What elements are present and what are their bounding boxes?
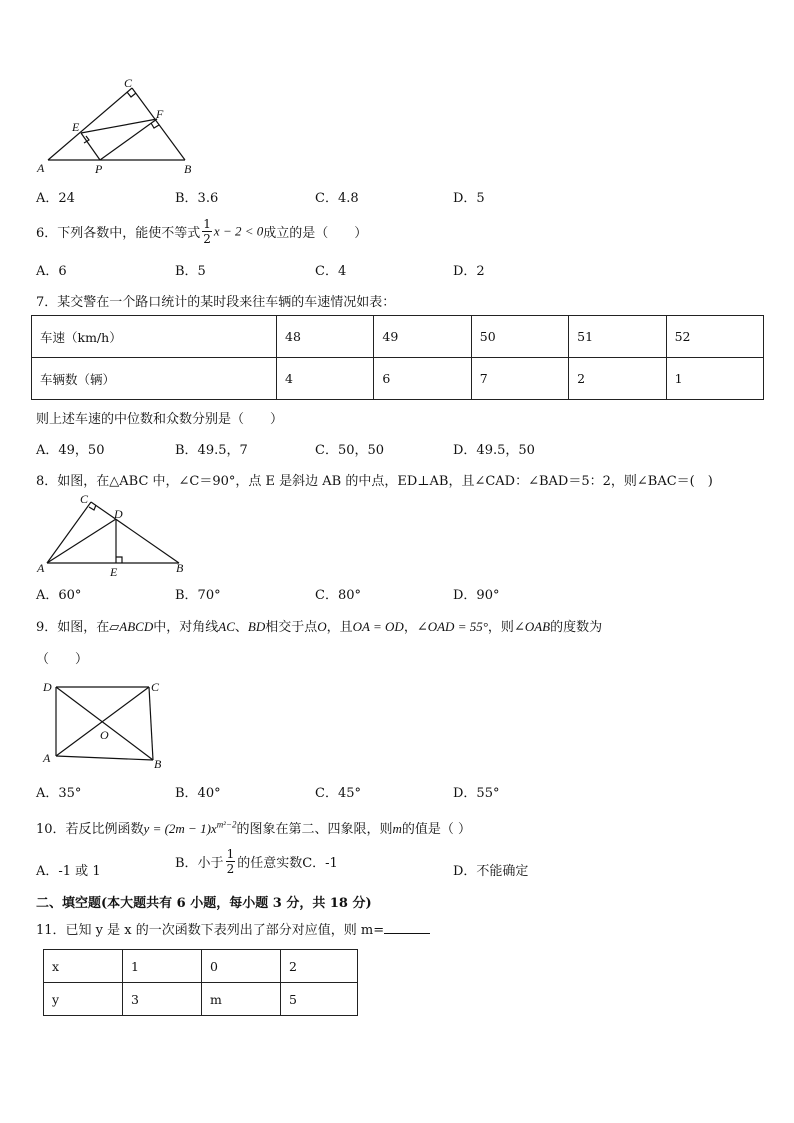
q7-cell: 50 bbox=[471, 316, 568, 358]
q11-table-row bbox=[44, 950, 358, 983]
fig5-label-p: P bbox=[95, 162, 103, 176]
figure-q8-triangle bbox=[34, 488, 194, 580]
fig5-label-a: A bbox=[37, 161, 45, 175]
figure-q5-triangle bbox=[34, 76, 204, 176]
q7-cell: 6 bbox=[374, 358, 471, 400]
q6-option-b[interactable]: B．5 bbox=[175, 264, 206, 279]
q11-value-table bbox=[43, 949, 358, 1016]
q7-table-row bbox=[32, 358, 764, 400]
q5-option-d[interactable]: D．5 bbox=[453, 191, 485, 206]
q11-cell: 1 bbox=[123, 950, 202, 983]
q7-cell: 7 bbox=[471, 358, 568, 400]
q7-cell: 1 bbox=[666, 358, 763, 400]
q7-cell: 49 bbox=[374, 316, 471, 358]
q9-text-a: 9．如图，在 bbox=[36, 620, 110, 635]
q10-stem bbox=[36, 818, 471, 837]
fig9-label-a: A bbox=[43, 751, 51, 765]
q9-angle: ∠OAD = 55° bbox=[416, 619, 488, 634]
q7-cell: 4 bbox=[277, 358, 374, 400]
q6-text-after: 成立的是（ ） bbox=[263, 226, 368, 241]
q10-text-b: 的图象在第二、四象限，则 bbox=[236, 822, 393, 837]
q11-cell: x bbox=[44, 950, 123, 983]
q5-option-c[interactable]: C．4.8 bbox=[315, 191, 359, 206]
q10-function: y = (2m − 1)x bbox=[143, 821, 217, 836]
q5-option-b[interactable]: B．3.6 bbox=[175, 191, 219, 206]
fig9-label-d: D bbox=[43, 680, 52, 694]
q11-text: 11．已知 y 是 x 的一次函数下表列出了部分对应值，则 m= bbox=[36, 923, 385, 938]
q9-oab: ∠OAB bbox=[513, 619, 551, 634]
q9-sep: 、 bbox=[234, 620, 248, 635]
fig9-label-c: C bbox=[151, 680, 160, 694]
q10-opt-b-fraction bbox=[226, 848, 236, 875]
q11-cell: m bbox=[202, 983, 281, 1016]
q7-cell: 车速（km/h） bbox=[32, 316, 277, 358]
q10-option-b-c[interactable] bbox=[175, 848, 338, 875]
q11-cell: 5 bbox=[281, 983, 358, 1016]
q6-stem bbox=[36, 218, 367, 245]
q9-bd: BD bbox=[247, 619, 266, 634]
q7-cell: 51 bbox=[569, 316, 666, 358]
fig5-label-c: C bbox=[124, 76, 133, 90]
q11-cell: 2 bbox=[281, 950, 358, 983]
q7-follow-text: 则上述车速的中位数和众数分别是（ ） bbox=[36, 412, 284, 427]
fig8-label-c: C bbox=[80, 492, 89, 506]
q9-paren: （ ） bbox=[36, 652, 89, 667]
q9-o: O bbox=[317, 619, 327, 634]
q8-option-a[interactable]: A．60° bbox=[36, 588, 82, 603]
q7-cell: 2 bbox=[569, 358, 666, 400]
fig8-label-e: E bbox=[110, 565, 118, 579]
q10-option-a[interactable]: A．-1 或 1 bbox=[36, 864, 101, 879]
q10-option-d[interactable]: D．不能确定 bbox=[453, 864, 529, 879]
q9-text-f: ，则 bbox=[487, 620, 514, 635]
fig9-label-b: B bbox=[154, 757, 162, 771]
q9-text-d: ，且 bbox=[326, 620, 353, 635]
q9-option-c[interactable]: C．45° bbox=[315, 786, 361, 801]
q11-cell: 0 bbox=[202, 950, 281, 983]
q9-ac: AC bbox=[218, 619, 235, 634]
q6-text-before: 6．下列各数中，能使不等式 bbox=[36, 226, 201, 241]
q9-text-g: 的度数为 bbox=[550, 620, 603, 635]
q8-option-c[interactable]: C．80° bbox=[315, 588, 361, 603]
q6-option-c[interactable]: C．4 bbox=[315, 264, 347, 279]
q10-text-c: 的值是（ ） bbox=[401, 822, 472, 837]
q6-math: x − 2 < 0 bbox=[213, 223, 264, 239]
q9-option-a[interactable]: A．35° bbox=[36, 786, 82, 801]
q7-option-a[interactable]: A．49，50 bbox=[36, 443, 105, 458]
fig5-label-e: E bbox=[72, 120, 80, 134]
q7-stem: 7．某交警在一个路口统计的某时段来往车辆的车速情况如表： bbox=[36, 295, 396, 310]
q5-option-a[interactable]: A．24 bbox=[36, 191, 75, 206]
q10-text-a: 10．若反比例函数 bbox=[36, 822, 144, 837]
fig8-label-a: A bbox=[37, 561, 45, 575]
q11-cell: y bbox=[44, 983, 123, 1016]
q7-cell: 车辆数（辆） bbox=[32, 358, 277, 400]
q7-option-d[interactable]: D．49.5，50 bbox=[453, 443, 535, 458]
q10-exponent: m²−2 bbox=[216, 819, 237, 830]
section-2-heading: 二、填空题(本大题共有 6 小题，每小题 3 分，共 18 分) bbox=[36, 896, 372, 911]
q7-table-row bbox=[32, 316, 764, 358]
q8-stem: 8．如图，在△ABC 中，∠C＝90°，点 E 是斜边 AB 的中点，ED⊥AB，且∠CAD：∠BAD＝5：2，则∠BAC＝( ) bbox=[36, 474, 713, 489]
q7-speed-table bbox=[31, 315, 764, 400]
q11-cell: 3 bbox=[123, 983, 202, 1016]
q9-text-e: ， bbox=[403, 620, 417, 635]
q10-opt-b-den: 2 bbox=[226, 862, 235, 876]
q9-option-b[interactable]: B．40° bbox=[175, 786, 221, 801]
q10-opt-b-num: 1 bbox=[226, 847, 235, 861]
q6-option-d[interactable]: D．2 bbox=[453, 264, 485, 279]
q10-opt-b-post: 的任意实数C．-1 bbox=[237, 856, 338, 871]
q6-option-a[interactable]: A．6 bbox=[36, 264, 67, 279]
q7-option-b[interactable]: B．49.5，7 bbox=[175, 443, 248, 458]
figure-q9-parallelogram bbox=[36, 678, 166, 772]
fig5-label-f: F bbox=[156, 107, 164, 121]
q7-cell: 52 bbox=[666, 316, 763, 358]
q7-option-c[interactable]: C．50，50 bbox=[315, 443, 385, 458]
q11-answer-blank[interactable] bbox=[384, 922, 430, 934]
q11-table-row bbox=[44, 983, 358, 1016]
q8-option-b[interactable]: B．70° bbox=[175, 588, 221, 603]
fig5-label-b: B bbox=[184, 162, 192, 176]
q9-text-b: 中，对角线 bbox=[153, 620, 219, 635]
fig9-label-o: O bbox=[100, 728, 109, 742]
q7-cell: 48 bbox=[277, 316, 374, 358]
q6-fraction bbox=[202, 218, 212, 245]
q6-frac-den: 2 bbox=[203, 232, 211, 246]
q8-option-d[interactable]: D．90° bbox=[453, 588, 500, 603]
fig8-label-d: D bbox=[114, 507, 123, 521]
q9-option-d[interactable]: D．55° bbox=[453, 786, 500, 801]
q11-stem bbox=[36, 919, 430, 938]
q10-m: m bbox=[392, 821, 402, 836]
q9-text-c: 相交于点 bbox=[265, 620, 318, 635]
fig8-label-b: B bbox=[176, 561, 184, 575]
q9-stem bbox=[36, 616, 602, 635]
q10-opt-b-pre: B．小于 bbox=[175, 856, 224, 871]
q6-frac-num: 1 bbox=[203, 217, 211, 231]
q9-eq: OA = OD bbox=[352, 619, 404, 634]
q9-parallelogram: ▱ABCD bbox=[109, 619, 154, 634]
